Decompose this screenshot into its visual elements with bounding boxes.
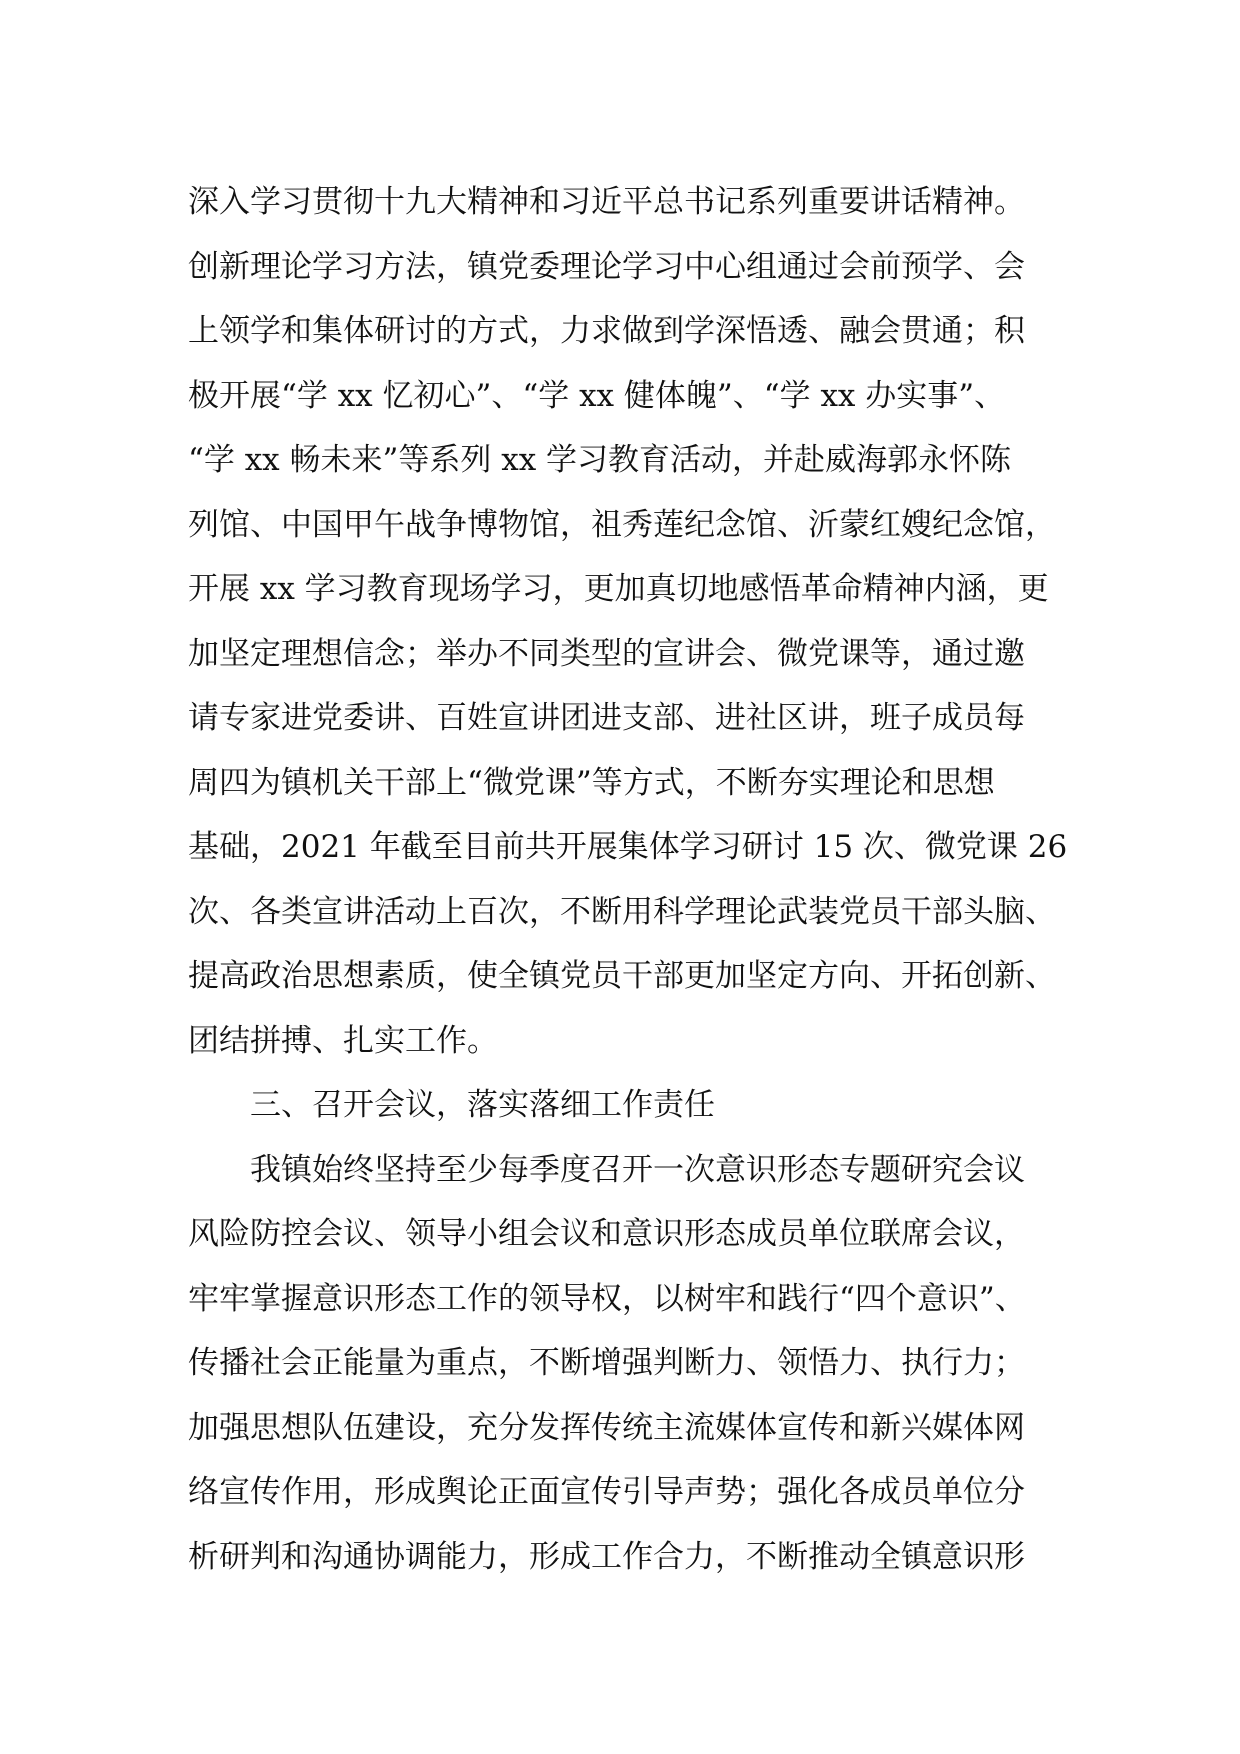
body-line: 创新理论学习方法，镇党委理论学习中心组通过会前预学、会 <box>188 248 1025 285</box>
body-line: 风险防控会议、领导小组会议和意识形态成员单位联席会议， <box>188 1216 1025 1252</box>
body-line: 开展 xx 学习教育现场学习，更加真切地感悟革命精神内涵，更 <box>188 571 1049 607</box>
body-line: 列馆、中国甲午战争博物馆，祖秀莲纪念馆、沂蒙红嫂纪念馆， <box>188 506 1056 543</box>
body-line: 基础，2021 年截至目前共开展集体学习研讨 15 次、微党课 26 <box>188 829 1068 865</box>
body-line: 牢牢掌握意识形态工作的领导权，以树牢和践行“四个意识”、 <box>188 1280 1026 1317</box>
body-line: 团结拼搏、扎实工作。 <box>188 1022 498 1059</box>
section-heading: 三、召开会议，落实落细工作责任 <box>250 1087 715 1123</box>
body-line: 我镇始终坚持至少每季度召开一次意识形态专题研究会议 <box>250 1151 1025 1188</box>
body-line: 传播社会正能量为重点，不断增强判断力、领悟力、执行力； <box>188 1345 1025 1381</box>
body-line: 极开展“学 xx 忆初心”、“学 xx 健体魄”、“学 xx 办实事”、 <box>188 377 1006 414</box>
body-line: 深入学习贯彻十九大精神和习近平总书记系列重要讲话精神。 <box>188 184 1025 220</box>
body-line: 次、各类宣讲活动上百次，不断用科学理论武装党员干部头脑、 <box>188 893 1056 930</box>
body-line: 加坚定理想信念；举办不同类型的宣讲会、微党课等，通过邀 <box>188 635 1025 672</box>
body-line: “学 xx 畅未来”等系列 xx 学习教育活动，并赴威海郭永怀陈 <box>188 442 1012 478</box>
body-line: 周四为镇机关干部上“微党课”等方式，不断夯实理论和思想 <box>188 764 995 801</box>
body-line: 加强思想队伍建设，充分发挥传统主流媒体宣传和新兴媒体网 <box>188 1409 1025 1446</box>
body-line: 提高政治思想素质，使全镇党员干部更加坚定方向、开拓创新、 <box>188 958 1056 994</box>
body-line: 析研判和沟通协调能力，形成工作合力，不断推动全镇意识形 <box>188 1538 1025 1575</box>
body-line: 上领学和集体研讨的方式，力求做到学深悟透、融会贯通；积 <box>188 313 1025 349</box>
body-line: 络宣传作用，形成舆论正面宣传引导声势；强化各成员单位分 <box>188 1474 1025 1510</box>
body-line: 请专家进党委讲、百姓宣讲团进支部、进社区讲，班子成员每 <box>188 700 1025 736</box>
document-body <box>188 170 1088 1589</box>
